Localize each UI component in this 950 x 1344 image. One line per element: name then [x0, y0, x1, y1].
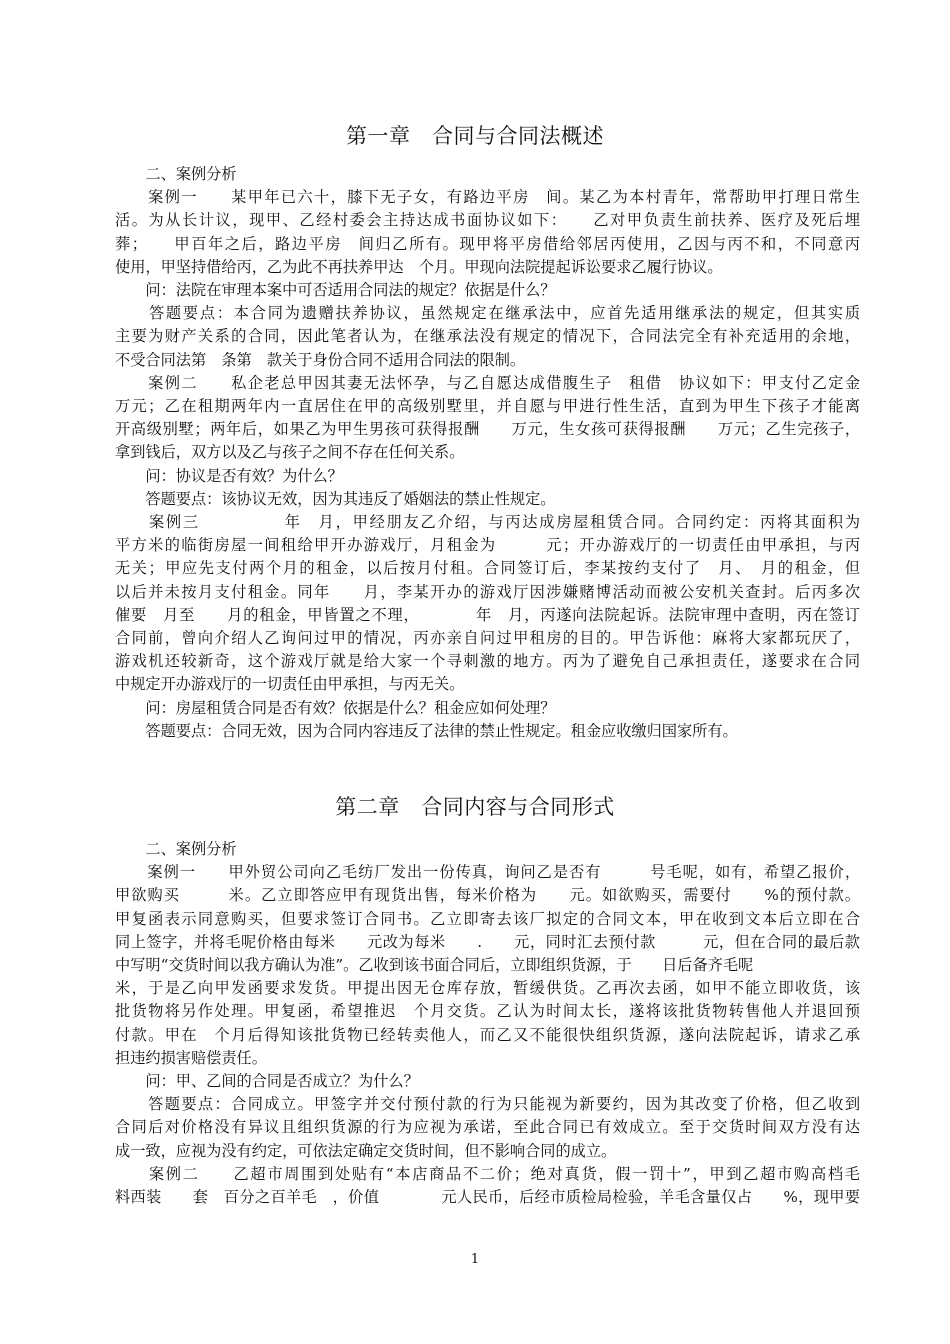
text-line: 问：法院在审理本案中可否适用合同法的规定？依据是什么？ — [115, 281, 556, 299]
text-line: 答题要点：该协议无效，因为其违反了婚姻法的禁止性规定。 — [115, 489, 556, 508]
text-line: 中规定开办游戏厅的一切责任由甲承担，与丙无关。 — [115, 675, 465, 694]
text-line: 葬； 甲百年之后，路边平房 间归乙所有。现甲将平房借给邻居丙使用，乙因与丙不和，不同意丙 — [115, 234, 860, 253]
text-line: 合同前，曾向介绍人乙询问过甲的情况，丙亦亲自问过甲租房的目的。甲告诉他：麻将大家都玩厌了， — [115, 629, 860, 647]
text-line: 担违约损害赔偿责任。 — [115, 1048, 267, 1067]
text-line: 案例三 年 月，甲经朋友乙介绍，与丙达成房屋租赁合同。合同约定：丙将其面积为 — [115, 513, 860, 531]
text-line: 平方米的临街房屋一间租给甲开办游戏厅，月租金为 元；开办游戏厅的一切责任由甲承担，与丙 — [115, 536, 860, 555]
text-line: 不受合同法第 条第 款关于身份合同不适用合同法的限制。 — [115, 350, 526, 369]
text-line: 料西装 套 百分之百羊毛 ，价值 元人民币，后经市质检局检验，羊毛含量仅占 %，现甲要 — [115, 1188, 860, 1206]
text-line: 开高级别墅；两年后，如果乙为甲生男孩可获得报酬 万元，生女孩可获得报酬 万元；乙生完孩子， — [115, 420, 860, 439]
text-line: 以后并未按月支付租金。同年 月，李某开办的游戏厅因涉嫌赌博活动而被公安机关查封。后丙多次 — [115, 582, 860, 601]
text-line: 主要为财产关系的合同，因此笔者认为，在继承法没有规定的情况下，合同法完全有补充适用的余地， — [115, 327, 860, 346]
text-line: 成一致，应视为没有约定，可依法定确定交货时间，但不影响合同的成立。 — [115, 1141, 617, 1160]
text-line: 万元；乙在租期两年内一直居住在甲的高级别墅里，并自愿与甲进行性生活，直到为甲生下孩子才能离 — [115, 397, 860, 415]
text-line: 付款。甲在 个月后得知该批货物已经转卖他人，而乙又不能很快组织货源，遂向法院起诉，请求乙承 — [115, 1025, 860, 1044]
text-line: 答题要点：本合同为遗赠扶养协议，虽然规定在继承法中，应首先适用继承法的规定，但其实质 — [115, 304, 860, 323]
chapter-1-title: 第一章 合同与合同法概述 — [346, 124, 604, 148]
text-line: 合同后对价格没有异议且组织货源的行为应视为承诺，至此合同已有效成立。至于交货时间双方没有达 — [115, 1118, 860, 1137]
text-line: 案例二 私企老总甲因其妻无法怀孕，与乙自愿达成借腹生子 租借 协议如下：甲支付乙定金 — [115, 373, 860, 392]
text-line: 拿到钱后，双方以及乙与孩子之间不存在任何关系。 — [115, 443, 465, 462]
text-line: 答题要点：合同无效，因为合同内容违反了法律的禁止性规定。租金应收缴归国家所有。 — [115, 721, 738, 740]
text-line: 甲复函表示同意购买，但要求签订合同书。乙立即寄去该厂拟定的合同文本，甲在收到文本后立即在合 — [115, 909, 860, 928]
text-line: 米，于是乙向甲发函要求发货。甲提出因无仓库存放，暂缓供货。乙再次去函，如甲不能立即收货，该 — [115, 979, 860, 998]
text-line: 中写明“交货时间以我方确认为准”。乙收到该书面合同后，立即组织货源，于 日后备齐毛呢 — [115, 956, 754, 974]
text-line: 问：房屋租赁合同是否有效？依据是什么？租金应如何处理？ — [115, 698, 556, 717]
text-line: 问：协议是否有效？为什么？ — [115, 466, 343, 485]
text-line: 案例一 某甲年已六十，膝下无子女，有路边平房 间。某乙为本村青年，常帮助甲打理日常生 — [115, 188, 860, 207]
text-line: 同上签字，并将毛呢价格由每米 元改为每米 . 元，同时汇去预付款 元，但在合同的最后款 — [115, 932, 860, 951]
text-line: 使用，甲坚持借给丙，乙为此不再扶养甲达 个月。甲现向法院提起诉讼要求乙履行协议。 — [115, 257, 723, 276]
text-line: 二、案例分析 — [115, 840, 237, 858]
text-line: 问：甲、乙间的合同是否成立？为什么？ — [115, 1072, 419, 1090]
text-line: 答题要点：合同成立。甲签字并交付预付款的行为只能视为新要约，因为其改变了价格，但乙收到 — [115, 1095, 860, 1114]
chapter-2-title: 第二章 合同内容与合同形式 — [335, 795, 615, 819]
text-line: 游戏机还较新奇，这个游戏厅就是给大家一个寻刺激的地方。丙为了避免自己承担责任，遂要求在合同 — [115, 652, 860, 671]
text-line: 案例一 甲外贸公司向乙毛纺厂发出一份传真，询问乙是否有 号毛呢，如有，希望乙报价， — [115, 863, 860, 882]
page-number: 1 — [470, 1252, 480, 1267]
text-line: 无关；甲应先支付两个月的租金，以后按月付租。合同签订后，李某按约支付了 月、 月的租金，但 — [115, 559, 860, 578]
text-line: 案例二 乙超市周围到处贴有“本店商品不二价；绝对真货，假一罚十”，甲到乙超市购高档毛 — [115, 1164, 860, 1183]
text-line: 催要 月至 月的租金，甲皆置之不理， 年 月，丙遂向法院起诉。法院审理中查明，丙在签订 — [115, 605, 860, 624]
text-line: 二、案例分析 — [115, 165, 237, 183]
text-line: 活。为从长计议，现甲、乙经村委会主持达成书面协议如下： 乙对甲负责生前扶养、医疗及死后埋 — [115, 211, 860, 230]
text-line: 甲欲购买 米。乙立即答应甲有现货出售，每米价格为 元。如欲购买，需要付 %的预付款。 — [115, 886, 860, 905]
text-line: 批货物将另作处理。甲复函，希望推迟 个月交货。乙认为时间太长，遂将该批货物转售他人并退回预 — [115, 1002, 860, 1021]
